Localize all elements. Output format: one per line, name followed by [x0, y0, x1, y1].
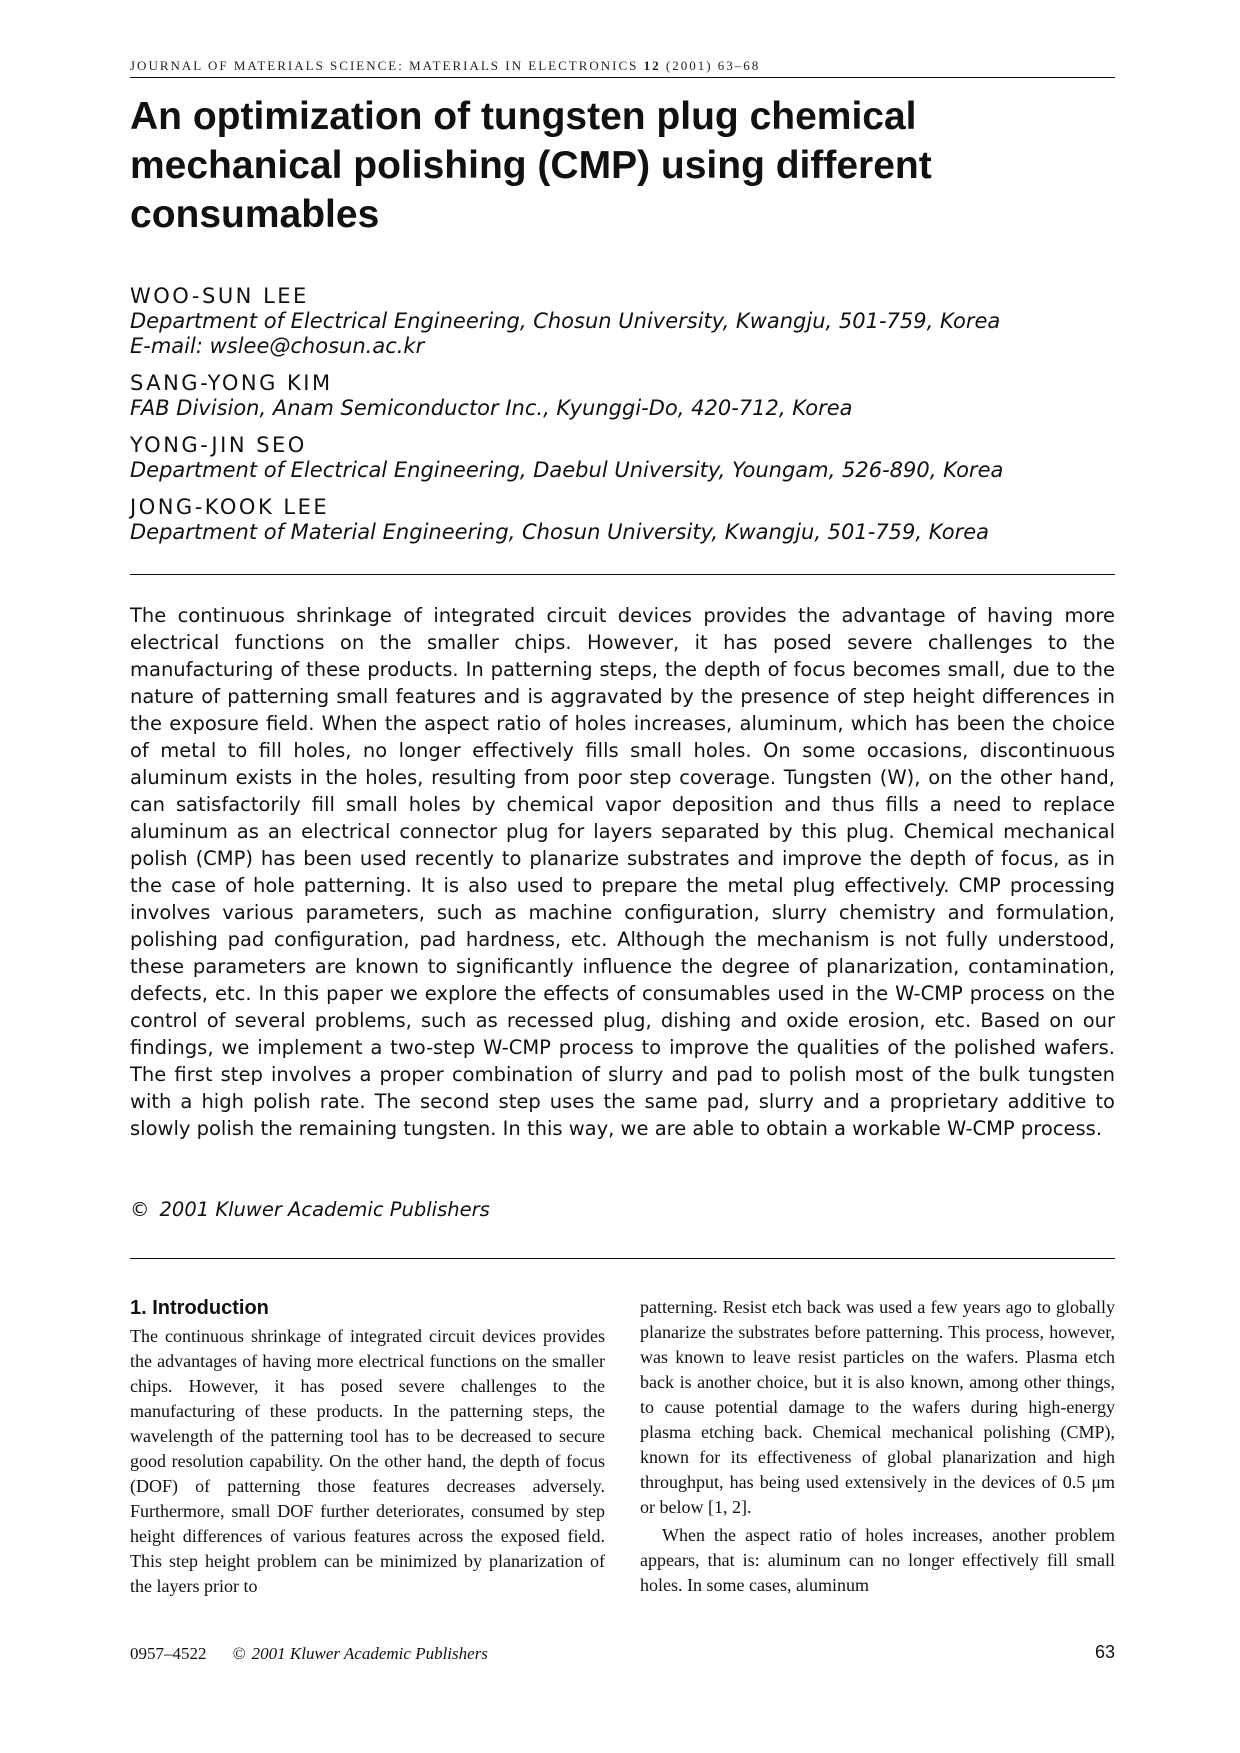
section-heading: 1. Introduction — [130, 1297, 269, 1319]
author-email: E-mail: wslee@chosun.ac.kr — [130, 334, 425, 358]
abstract-top-rule — [130, 574, 1115, 575]
body-column-left — [130, 1295, 605, 1599]
author-name: WOO-SUN LEE — [130, 284, 309, 308]
header-rule — [130, 77, 1115, 78]
body-column-right — [640, 1295, 1115, 1598]
author-name: JONG-KOOK LEE — [130, 495, 330, 519]
body-paragraph: patterning. Resist etch back was used a few years ago to globally planarize the substrates before patterning. This process, however, was known to leave resist particles on the wafers. Plasma etch back is another choice, but it is also known, among other things, to cause potential damage to the wafers during high-energy plasma etching back. Chemical mechanical polishing (CMP), known for its effectiveness of global planarization and high throughput, has being used extensively in the devices of 0.5 μm or below [1, 2]. — [640, 1297, 1115, 1517]
author-block-1 — [130, 283, 1000, 359]
abstract-bottom-rule — [130, 1258, 1115, 1259]
copyright-symbol: © — [232, 1644, 246, 1663]
abstract-copyright — [130, 1198, 490, 1221]
body-paragraph: The continuous shrinkage of integrated circuit devices provides the advantages of having more electrical functions on the smaller chips. However, it has posed severe challenges to the manufacturing of these products. In the patterning steps, the wavelength of the patterning tool has to be decreased to secure good resolution capability. On the other hand, the depth of focus (DOF) of patterning those features decreases adversely. Furthermore, small DOF further deteriorates, consumed by step height differences of various features across the exposed field. This step height problem can be minimized by planarization of the layers prior to — [130, 1326, 605, 1596]
footer-publication-info — [130, 1644, 488, 1664]
author-affiliation: Department of Material Engineering, Chosun University, Kwangju, 501-759, Korea — [130, 520, 990, 544]
author-name: YONG-JIN SEO — [130, 433, 307, 457]
page-number: 63 — [1094, 1642, 1115, 1662]
author-block-4 — [130, 494, 989, 545]
footer-issn: 0957–4522 — [130, 1644, 207, 1663]
body-paragraph: When the aspect ratio of holes increases, another problem appears, that is: aluminum can no longer effectively fill small holes. In some cases, aluminum — [640, 1525, 1115, 1595]
author-block-3 — [130, 432, 1003, 483]
author-affiliation: Department of Electrical Engineering, Daebul University, Youngam, 526-890, Korea — [130, 458, 1004, 482]
footer-publisher: 2001 Kluwer Academic Publishers — [251, 1644, 488, 1663]
journal-name: JOURNAL OF MATERIALS SCIENCE: MATERIALS IN ELECTRONICS — [130, 58, 639, 73]
journal-year-pages: (2001) 63–68 — [665, 58, 761, 73]
author-affiliation: Department of Electrical Engineering, Chosun University, Kwangju, 501-759, Korea — [130, 309, 1001, 333]
author-name: SANG-YONG KIM — [130, 371, 333, 395]
journal-volume: 12 — [643, 58, 661, 73]
abstract-copyright-text: 2001 Kluwer Academic Publishers — [159, 1198, 490, 1221]
abstract-text: The continuous shrinkage of integrated circuit devices provides the advantage of having more electrical functions on the smaller chips. However, it has posed severe challenges to the manufacturing of these products. In patterning steps, the depth of focus becomes small, due to the nature of patterning small features and is aggravated by the presence of step height differences in the exposure field. When the aspect ratio of holes increases, aluminum, which has been the choice of metal to fill holes, no longer effectively fills small holes. On some occasions, discontinuous aluminum exists in the holes, resulting from poor step coverage. Tungsten (W), on the other hand, can satisfactorily fill small holes by chemical vapor deposition and thus fills a need to replace aluminum as an electrical connector plug for layers separated by this plug. Chemical mechanical polish (CMP) has been used recently to planarize substrates and improve the depth of focus, as in the case of hole patterning. It is also used to prepare the metal plug effectively. CMP processing involves various parameters, such as machine configuration, slurry chemistry and formulation, polishing pad configuration, pad hardness, etc. Although the mechanism is not fully understood, these parameters are known to significantly influence the degree of planarization, contamination, defects, etc. In this paper we explore the effects of consumables used in the W-CMP process on the control of several problems, such as recessed plug, dishing and oxide erosion, etc. Based on our findings, we implement a two-step W-CMP process to improve the qualities of the polished wafers. The first step involves a proper combination of slurry and pad to polish most of the bulk tungsten with a high polish rate. The second step uses the same pad, slurry and a proprietary additive to slowly polish the remaining tungsten. In this way, we are able to obtain a workable W-CMP process. — [130, 604, 1115, 1140]
copyright-symbol: © — [130, 1198, 150, 1221]
author-affiliation: FAB Division, Anam Semiconductor Inc., Kyunggi-Do, 420-712, Korea — [130, 396, 853, 420]
journal-header — [130, 58, 760, 74]
paper-title: An optimization of tungsten plug chemical mechanical polishing (CMP) using different consumables — [130, 95, 932, 236]
author-block-2 — [130, 370, 853, 421]
